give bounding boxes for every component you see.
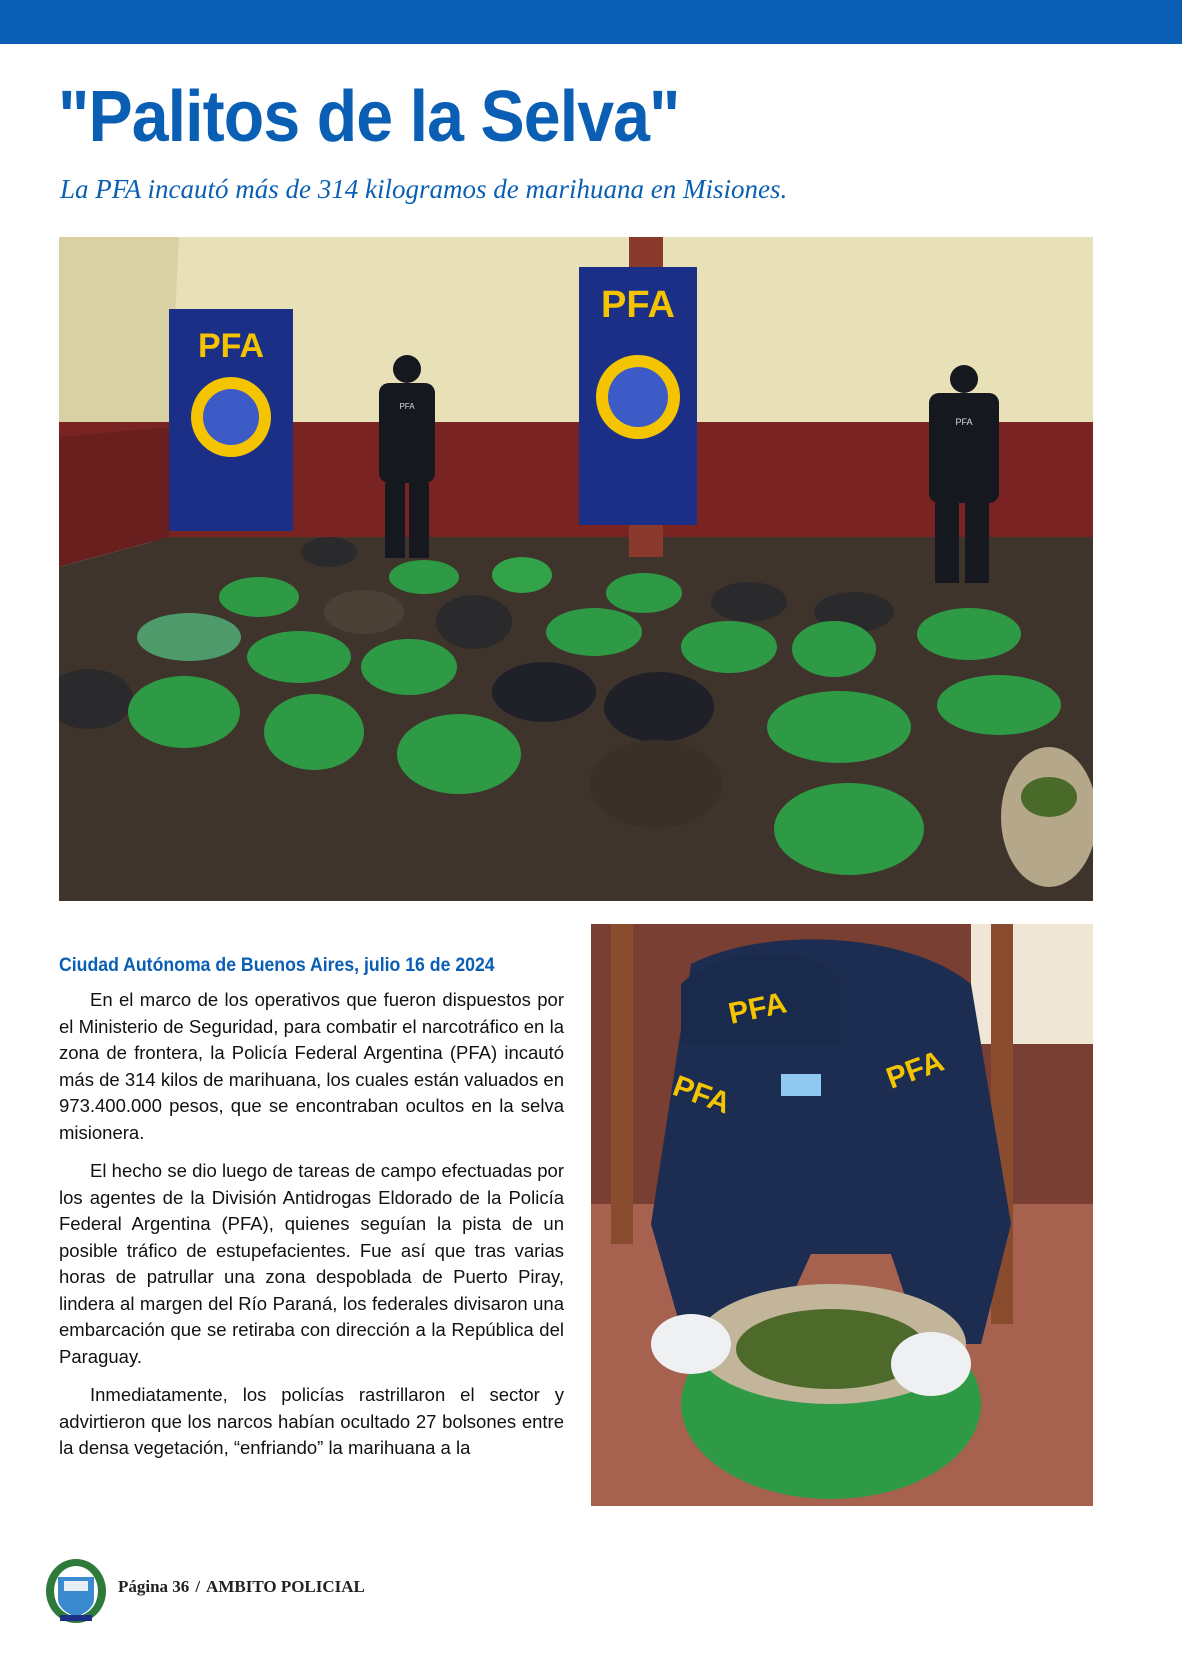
- svg-text:PFA: PFA: [955, 417, 973, 427]
- article-dateline: Ciudad Autónoma de Buenos Aires, julio 16 de 2024: [59, 955, 495, 976]
- footer-separator: /: [195, 1577, 201, 1596]
- officer-inspection-photo: [591, 924, 1093, 1506]
- article-paragraph: Inmediatamente, los policías rastrillaron el sector y advirtieron que los narcos habían ocultado 27 bolsones entre la densa vegetación, “enfriando” la marihuana a la: [59, 1384, 564, 1458]
- svg-text:PFA: PFA: [601, 284, 675, 326]
- footer-label: [118, 1577, 365, 1597]
- publication-emblem-icon: [44, 1555, 108, 1625]
- page-footer: [44, 1555, 444, 1627]
- article-paragraph: El hecho se dio luego de tareas de campo efectuadas por los agentes de la División Antidrogas Eldorado de la Policía Federal Argentina (PFA), quienes seguían la pista de un posible tráfico de estupefacientes. Fue así que tras varias horas de patrullar una zona despoblada de Puerto Piray, lindera al margen del Río Paraná, los federales divisaron una embarcación que se retiraba con dirección a la República del Paraguay.: [59, 1160, 564, 1367]
- article-paragraph: En el marco de los operativos que fueron dispuestos por el Ministerio de Seguridad, para combatir el narcotráfico en la zona de frontera, la Policía Federal Argentina (PFA) incautó más de 314 kilos de marihuana, los cuales están valuados en 973.400.000 pesos, que se encontraban ocultos en la selva misionera.: [59, 989, 564, 1143]
- svg-text:PFA: PFA: [725, 986, 790, 1031]
- svg-text:PFA: PFA: [197, 327, 265, 365]
- svg-text:PFA: PFA: [882, 1044, 949, 1096]
- pfa-banner-center: [579, 267, 697, 525]
- seizure-photo: [59, 237, 1093, 901]
- top-color-bar: [0, 0, 1182, 44]
- article-body: [59, 955, 564, 1474]
- page-number: Página 36: [118, 1577, 190, 1596]
- article-title: "Palitos de la Selva": [58, 77, 680, 157]
- svg-text:PFA: PFA: [668, 1069, 735, 1121]
- pfa-banner-left: [169, 309, 293, 531]
- publication-name: AMBITO POLICIAL: [206, 1577, 365, 1596]
- article-subtitle: La PFA incautó más de 314 kilogramos de marihuana en Misiones.: [60, 174, 788, 204]
- svg-text:PFA: PFA: [399, 402, 415, 411]
